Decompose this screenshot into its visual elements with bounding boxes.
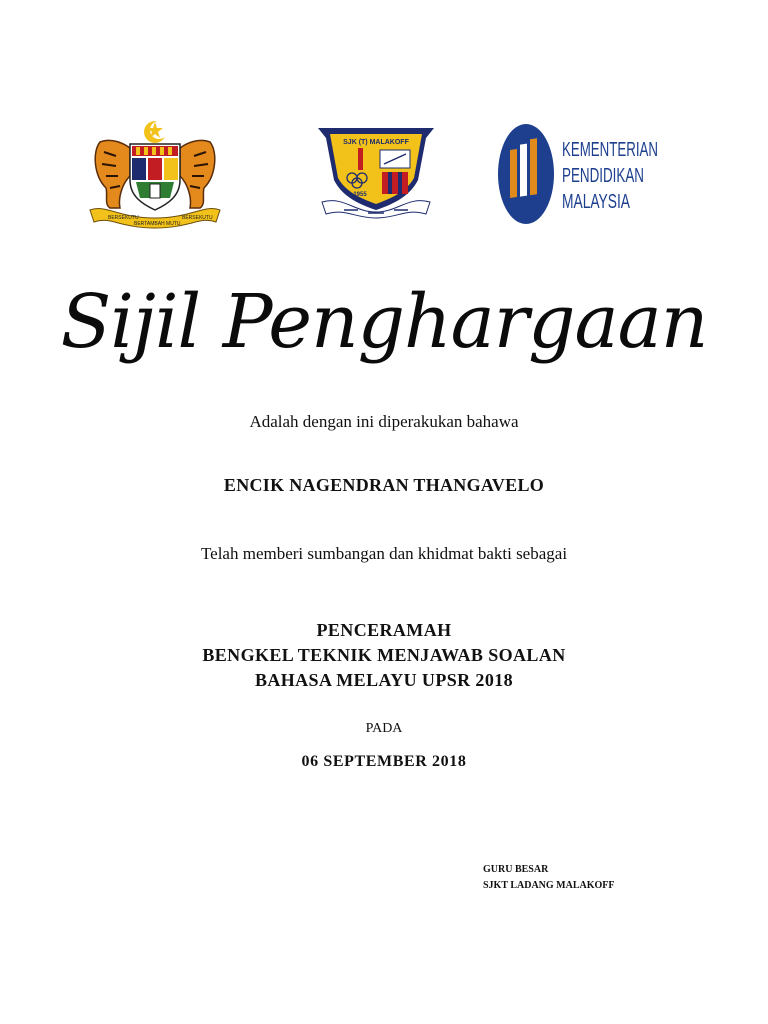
pada-label: PADA: [365, 721, 403, 736]
certificate-intro: Adalah dengan ini diperakukan bahawa: [249, 412, 519, 431]
ministry-name-line2: PENDIDIKAN: [562, 165, 644, 187]
coat-motto-left: BERSEKUTU: [108, 215, 139, 221]
signature-block: [483, 862, 615, 894]
role-block: [0, 618, 768, 693]
role-line: BENGKEL TEKNIK MENJAWAB SOALAN: [202, 645, 566, 665]
malaysia-coat-of-arms-logo: [86, 118, 224, 230]
service-statement: Telah memberi sumbangan dan khidmat bakti sebagai: [200, 544, 568, 563]
ministry-name-line3: MALAYSIA: [562, 191, 631, 213]
coat-motto-bottom: BERTAMBAH MUTU: [134, 221, 181, 227]
ministry-of-education-logo: [496, 122, 666, 226]
school-badge-name: SJK (T) MALAKOFF: [343, 139, 409, 146]
coat-motto-right: BERSEKUTU: [182, 215, 213, 221]
school-badge-logo: [314, 124, 438, 218]
signatory-school: SJKT LADANG MALAKOFF: [483, 880, 615, 891]
role-line: PENCERAMAH: [316, 620, 452, 640]
ministry-name-line1: KEMENTERIAN: [562, 139, 658, 161]
recipient-name: ENCIK NAGENDRAN THANGAVELO: [223, 475, 545, 495]
school-badge-year: 1955: [353, 192, 367, 198]
signatory-title: GURU BESAR: [483, 864, 549, 875]
certificate-title: Sijil Penghargaan: [60, 279, 708, 365]
event-date: 06 SEPTEMBER 2018: [301, 753, 467, 770]
role-line: BAHASA MELAYU UPSR 2018: [254, 670, 514, 690]
